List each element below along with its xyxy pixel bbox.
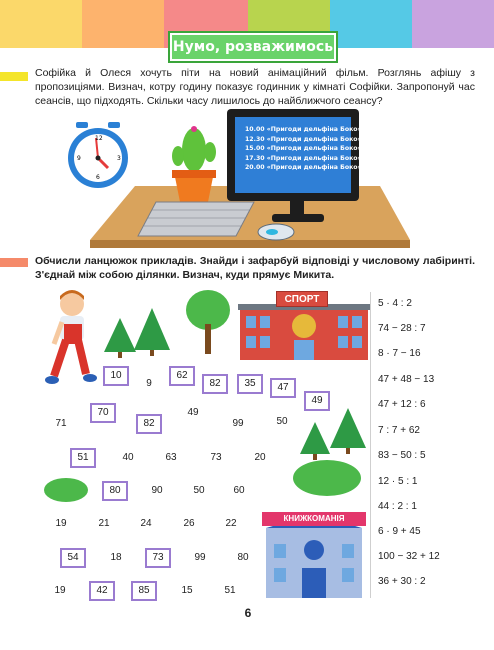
session-line: 10.00 «Пригоди дельфіна Боко»	[245, 126, 362, 133]
chain-example: 74 − 28 : 7	[378, 323, 426, 334]
task2-text: Обчисли ланцюжок прикладів. Знайди і зафарбуй відповіді у числовому лабіринті. З'єднай між собою ділянки. Визнач, куди прямує Микита.	[35, 255, 475, 281]
keyboard-icon	[136, 202, 258, 238]
bush-icon	[44, 474, 88, 502]
chain-example: 47 + 12 : 6	[378, 399, 426, 410]
fir-tree-icon	[104, 318, 136, 358]
maze-number[interactable]: 70	[90, 403, 116, 423]
chain-divider	[370, 292, 371, 598]
maze-number[interactable]: 24	[133, 514, 159, 534]
chain-example: 5 · 4 : 2	[378, 298, 412, 309]
fir-tree-icon	[300, 422, 330, 460]
clock-icon	[66, 120, 130, 190]
cinema-poster-screen	[235, 117, 362, 193]
svg-text:6: 6	[96, 174, 100, 181]
maze-number[interactable]: 49	[180, 403, 206, 423]
maze-number[interactable]: 51	[70, 448, 96, 468]
maze-number[interactable]: 85	[131, 581, 157, 601]
maze-number[interactable]: 26	[176, 514, 202, 534]
maze-number[interactable]: 90	[144, 481, 170, 501]
svg-text:12: 12	[95, 135, 103, 142]
session-line: 15.00 «Пригоди дельфіна Боко»	[245, 145, 362, 152]
svg-text:9: 9	[77, 155, 81, 162]
page-title: Нумо, розважимось	[170, 33, 336, 61]
maze-number[interactable]: 51	[217, 581, 243, 601]
maze-number[interactable]: 73	[203, 448, 229, 468]
maze-number[interactable]: 50	[269, 412, 295, 432]
maze-number[interactable]: 80	[102, 481, 128, 501]
chain-example: 36 + 30 : 2	[378, 576, 426, 587]
maze-number[interactable]: 54	[60, 548, 86, 568]
fir-tree-icon	[330, 408, 366, 454]
computer-monitor	[227, 109, 362, 201]
session-line: 17.30 «Пригоди дельфіна Боко»	[245, 154, 362, 162]
chain-example: 7 : 7 + 62	[378, 425, 420, 436]
library-sign: КНИЖКОМАНІЯ	[262, 512, 366, 526]
chain-example: 12 · 5 : 1	[378, 476, 418, 487]
maze-number[interactable]: 18	[103, 548, 129, 568]
maze-number[interactable]: 19	[48, 514, 74, 534]
chain-example: 8 · 7 − 16	[378, 348, 421, 359]
maze-number[interactable]: 21	[91, 514, 117, 534]
maze-number[interactable]: 42	[89, 581, 115, 601]
fir-tree-icon	[134, 308, 170, 356]
maze-number[interactable]: 63	[158, 448, 184, 468]
task2-marker	[0, 258, 28, 267]
maze-number[interactable]: 99	[225, 414, 251, 434]
svg-text:3: 3	[117, 155, 121, 162]
maze-number[interactable]: 15	[174, 581, 200, 601]
maze-number[interactable]: 35	[237, 374, 263, 394]
header-color-bar-1	[0, 0, 82, 48]
chain-example: 44 : 2 : 1	[378, 501, 417, 512]
sport-sign: СПОРТ	[276, 291, 328, 307]
maze-number[interactable]: 50	[186, 481, 212, 501]
maze-number[interactable]: 10	[103, 366, 129, 386]
maze-number[interactable]: 82	[202, 374, 228, 394]
chain-example: 6 · 9 + 45	[378, 526, 421, 537]
maze-number[interactable]: 71	[48, 414, 74, 434]
maze-number[interactable]: 22	[218, 514, 244, 534]
bush-icon	[292, 456, 362, 496]
maze-number[interactable]: 20	[247, 448, 273, 468]
page-number: 6	[244, 606, 252, 620]
maze-number[interactable]: 40	[115, 448, 141, 468]
session-line: 20.00 «Пригоди дельфіна Боко»	[245, 164, 362, 171]
task1-marker	[0, 72, 28, 81]
chain-example: 100 − 32 + 12	[378, 551, 440, 562]
mouse-icon	[256, 222, 298, 242]
maze-number[interactable]: 73	[145, 548, 171, 568]
maze-number[interactable]: 80	[230, 548, 256, 568]
leafy-tree-icon	[184, 288, 232, 354]
header-color-bar-6	[412, 0, 494, 48]
cactus-icon	[168, 126, 218, 204]
maze-number[interactable]: 9	[136, 374, 162, 394]
header-color-bar-2	[82, 0, 164, 48]
chain-example: 47 + 48 − 13	[378, 374, 435, 385]
maze-number[interactable]: 49	[304, 391, 330, 411]
maze-number[interactable]: 82	[136, 414, 162, 434]
maze-number[interactable]: 19	[47, 581, 73, 601]
maze-number[interactable]: 47	[270, 378, 296, 398]
chain-example: 83 − 50 : 5	[378, 450, 426, 461]
header-color-bar-5	[330, 0, 412, 48]
boy-mykyta-figure	[46, 290, 102, 386]
task1-text: Софійка й Олеся хочуть піти на новий анімаційний фільм. Розглянь афішу з пропозиціями. Визнач, котру годину показує годинник у кімнаті Софійки. Запропонуй час сеансів, що підходять. Скільки часу лишилось до найближчого сеансу?	[35, 67, 475, 107]
session-line: 12.30 «Пригоди дельфіна Боко»	[245, 135, 362, 143]
maze-number[interactable]: 99	[187, 548, 213, 568]
maze-number[interactable]: 62	[169, 366, 195, 386]
maze-number[interactable]: 60	[226, 481, 252, 501]
